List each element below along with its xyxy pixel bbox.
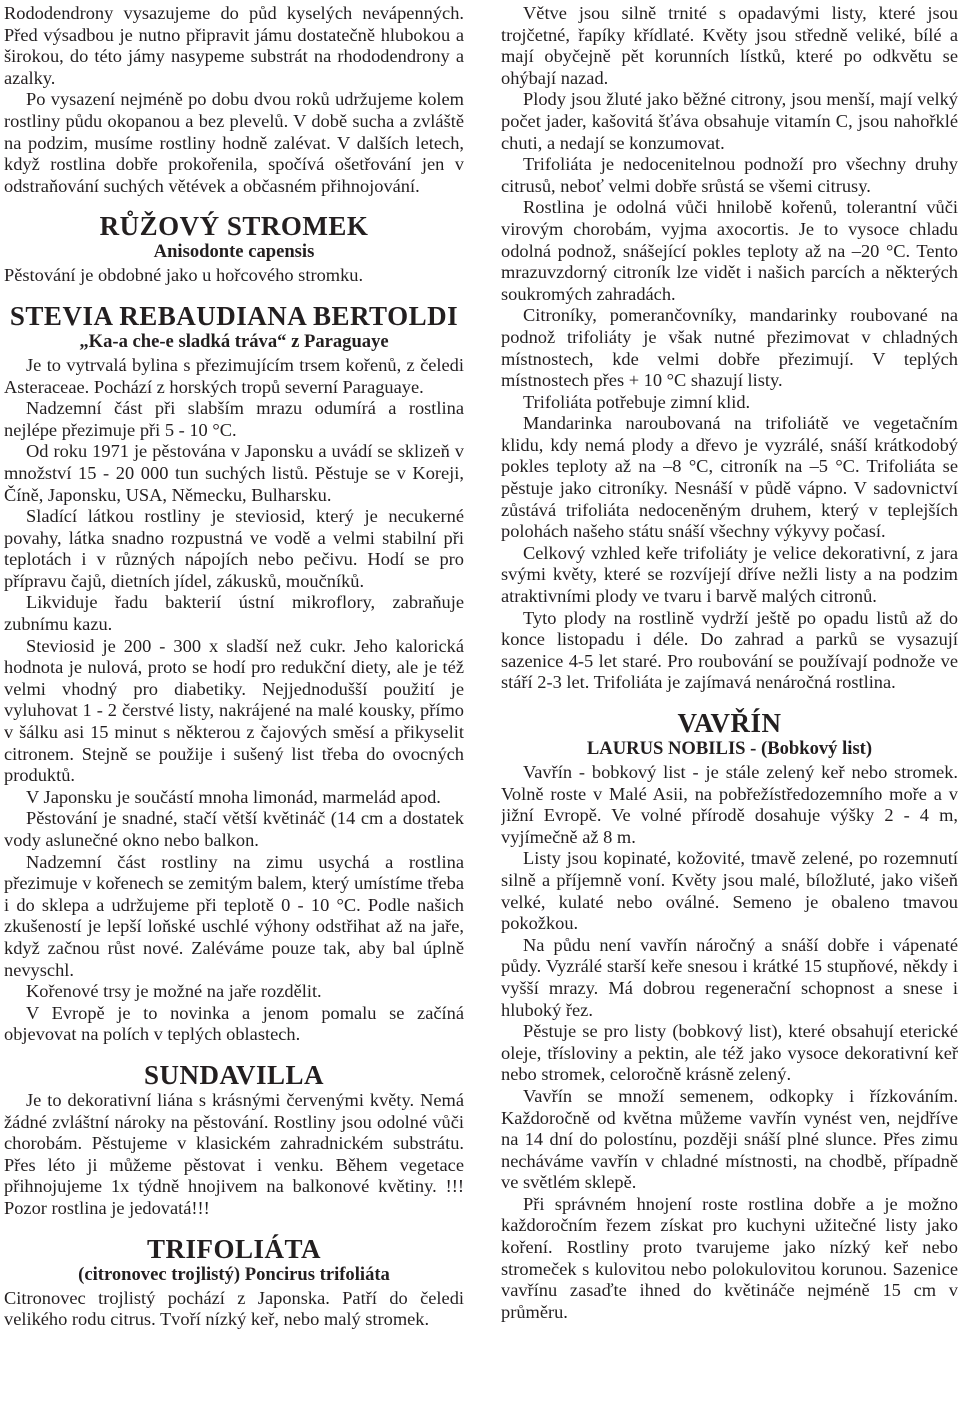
paragraph: Je to vytrvalá bylina s přezimujícím trsem kořenů, z čeledi Asteraceae. Pochází z horských tropů severní Paraguaye. (4, 354, 464, 397)
section-subtitle: „Ka-a che-e sladká tráva“ z Paraguaye (79, 330, 389, 352)
paragraph: Nadzemní část při slabším mrazu odumírá a rostlina nejlépe přezimuje při 5 - 10 °C. (4, 398, 464, 440)
section-title: STEVIA REBAUDIANA BERTOLDI (9, 300, 459, 331)
paragraph: Je to dekorativní liána s krásnými červenými květy. Nemá žádné zvláštní nároky na pěstování. Rostliny jsou odolné vůči chorobám. Pěstujeme v klasickém zahradnickém substrátu. Přes léto ji můžeme pěstovat i venku. Během vegetace přihnojujeme 1x týdně hnojivem na balkonové květiny. !!! Pozor rostlina je jedovatá!!! (4, 1089, 464, 1218)
paragraph: Pěstuje se pro listy (bobkový list), které obsahují eterické oleje, třísloviny a pektin, ale též jako vysoce dekorativní keř nebo stromek, celoročně krásně zelený. (501, 1021, 958, 1085)
paragraph: Na půdu není vavřín náročný a snáší dobře i vápenaté půdy. Vyzrálé starší keře snesou i krátké 15 stupňové, někdy i vyšší mrazy. Má dobrou regenerační schopnost a snese i hluboký řez. (501, 934, 958, 1020)
paragraph: Po vysazení nejméně po dobu dvou roků udržujeme kolem rostliny půdu okopanou a bez plevelů. V době sucha a zvláště na podzim, musíme rostliny hodně zalévat. V dalších letech, když rostlina dobře prokořenila, spočívá ošetřování jen v odstraňování suchých větévek a občasném přihnojování. (4, 89, 464, 196)
paragraph: Pěstování je obdobné jako u hořcového stromku. (4, 265, 364, 286)
paragraph: Steviosid je 200 - 300 x sladší než cukr. Jeho kalorická hodnota je nulová, proto se hodí pro redukční diety, ale je též velmi vhodný pro diabetiky. Nejjednodušší použití je vyluhovat 1 - 2 čerstvé listy, nakrájené na malé kousky, přímo v šálku asi 15 minut s některou z čajových směsí a přikyselit citronem. Stejně se použije i sušený list třeba do ovocných produktů. (4, 635, 464, 786)
document-page (4, 3, 958, 1421)
section-title: RŮŽOVÝ STROMEK (99, 211, 369, 242)
section-vavrin (501, 708, 958, 1323)
paragraph: Trifoliáta potřebuje zimní klid. (523, 391, 751, 412)
paragraph: Plody jsou žluté jako běžné citrony, jsou menší, mají velký počet jader, kašovitá šťáva obsahuje vitamín C, jsou nahořklé chuti, a nedají se konzumovat. (501, 89, 958, 153)
paragraph: Kořenové trsy je možné na jaře rozdělit. (26, 981, 322, 1002)
section-subtitle: Anisodonte capensis (153, 241, 315, 263)
paragraph: Od roku 1971 je pěstována v Japonsku a uvádí se sklizeň v množství 15 - 20 000 tun suchých listů. Pěstuje se v Koreji, Číně, Japonsku, USA, Německu, Bulharsku. (4, 441, 464, 505)
paragraph: Nadzemní část rostliny na zimu usychá a rostlina přezimuje v kořenech se zemitým balem, který umístíme třeba i do sklepa a udržujeme při teplotě 0 - 10 °C. Podle našich zkušeností je lepší loňské uschlé výhony odstřihat až na jaře, když začnou růst nové. Zaléváme pouze tak, aby bal úplně nevyschl. (4, 851, 464, 980)
section-title: TRIFOLIÁTA (146, 1233, 322, 1264)
paragraph: Mandarinka naroubovaná na trifoliátě ve vegetačním klidu, kdy nemá plody a dřevo je vyzrálé, snáší krátkodobý pokles teploty až na –8 °C, citroník na –5 °C. Trifoliáta se pěstuje jako citroníky. Nesnáší v půdě vápno. V sadovnictví zůstává trifoliáta nedoceněným druhem, který v teplejších polohách našeho státu snáší všechny výkyvy počasí. (501, 413, 958, 542)
paragraph: Celkový vzhled keře trifoliáty je velice dekorativní, z jara svými květy, které se rozvíjejí dříve nežli listy a na podzim atraktivními plody ve tvaru i barvě malých citronů. (501, 542, 958, 607)
paragraph: Citroníky, pomerančovníky, mandarinky roubované na podnož trifoliáty je však nutné přezimovat v chladných místnostech, kde velmi dobře přezimují. V teplých místnostech přes + 10 °C shazují listy. (501, 305, 958, 391)
paragraph: Vavřín se množí semenem, odkopky i řízkováním. Každoročně od května můžeme vavřín vynést ven, nejdříve na 14 dní do polostínu, později snáší plné slunce. Přes zimu necháváme vavřín v chladné místnosti, na chodbě, případně ve světlém sklepě. (501, 1085, 958, 1193)
paragraph: V Japonsku je součástí mnoha limonád, marmelád apod. (26, 786, 441, 807)
paragraph: Citronovec trojlistý pochází z Japonska. Patří do čeledi velikého rodu citrus. Tvoří nízký keř, nebo malý stromek. (4, 1287, 464, 1330)
section-title: SUNDAVILLA (143, 1059, 325, 1090)
paragraph: Rostlina je odolná vůči hnilobě kořenů, tolerantní vůči virovým chorobám, vyjma axocortis. Je to vysoce chladu odolná podnož, snášející pokles teploty až na –20 °C. Tento mrazuvzdorný citroník lze vidět i našich parcích a některých soukromých zahradách. (501, 197, 958, 304)
paragraph: Tyto plody na rostlině vydrží ještě po opadu listů až do konce listopadu i déle. Do zahrad a parků se vysazují sazenice 4-5 let staré. Pro roubování se používají podnože ve stáří 2-3 let. Trifoliáta je zajímavá nenáročná rostlina. (501, 607, 958, 693)
paragraph: Sladící látkou rostliny je steviosid, který je necukerné povahy, látka snadno rozpustná ve vodě a velmi stabilní při teplotách i v různých nápojích nebo pečivu. Hodí se pro přípravu čajů, dietních jídel, zákusků, moučníků. (4, 506, 464, 591)
paragraph: Likviduje řadu bakterií ústní mikroflory, zabraňuje zubnímu kazu. (4, 592, 464, 635)
section-ruzovy-stromek (4, 211, 464, 287)
section-subtitle: LAURUS NOBILIS - (Bobkový list) (586, 738, 873, 759)
paragraph: Větve jsou silně trnité s opadavými listy, které jsou trojčetné, řapíky křídlaté. Květy jsou středně veliké, bílé a mají obyčejně pět korunních lístků, které po odkvětu se ohýbají nazad. (501, 3, 958, 88)
paragraph: Při správném hnojení roste rostlina dobře a je možno každoročním řezem získat pro kuchyni užitečné listy jako koření. Rostliny proto tvarujeme jako nízký keř nebo stromeček s kulovitou nebo polokulovitou korunou. Sazenice vavřínu zasaďte ihned do květináče nejméně 15 cm v průměru. (501, 1193, 958, 1322)
section-subtitle: (citronovec trojlistý) Poncirus trifoliáta (78, 1263, 390, 1285)
paragraph: Vavřín - bobkový list - je stále zelený keř nebo stromek. Volně roste v Malé Asii, na pobřežístředozemního moře a v jižní Evropě. Ve volné přírodě dosahuje výšky 2 - 4 m, vyjímečně až 8 m. (501, 762, 958, 847)
paragraph: Trifoliáta je nedocenitelnou podnoží pro všechny druhy citrusů, neboť velmi dobře srůstá se všemi citrusy. (501, 154, 958, 196)
paragraph: Listy jsou kopinaté, kožovité, tmavě zelené, po rozemnutí silně a příjemně voní. Květy jsou malé, bíložluté, jako višeň velké, kulaté nebo oválné. Semeno je obaleno tmavou pokožkou. (501, 848, 958, 934)
section-sundavilla (4, 1060, 464, 1220)
right-column (501, 3, 958, 1421)
paragraph: V Evropě je to novinka a jenom pomalu se začíná objevovat na polích v teplých oblastech. (4, 1002, 464, 1045)
section-stevia (4, 301, 464, 1046)
section-title: VAVŘÍN (677, 708, 782, 738)
section-trifoliata (4, 1234, 464, 1331)
left-column (4, 3, 464, 1421)
paragraph: Rododendrony vysazujeme do půd kyselých nevápenných. Před výsadbou je nutno připravit jámu dostatečně hlubokou a širokou, do této jámy nasypeme substrát na rhododendrony a azalky. (4, 3, 464, 88)
paragraph: Pěstování je snadné, stačí větší květináč (14 cm a dostatek vody aslunečné okno nebo balkon. (4, 808, 464, 850)
